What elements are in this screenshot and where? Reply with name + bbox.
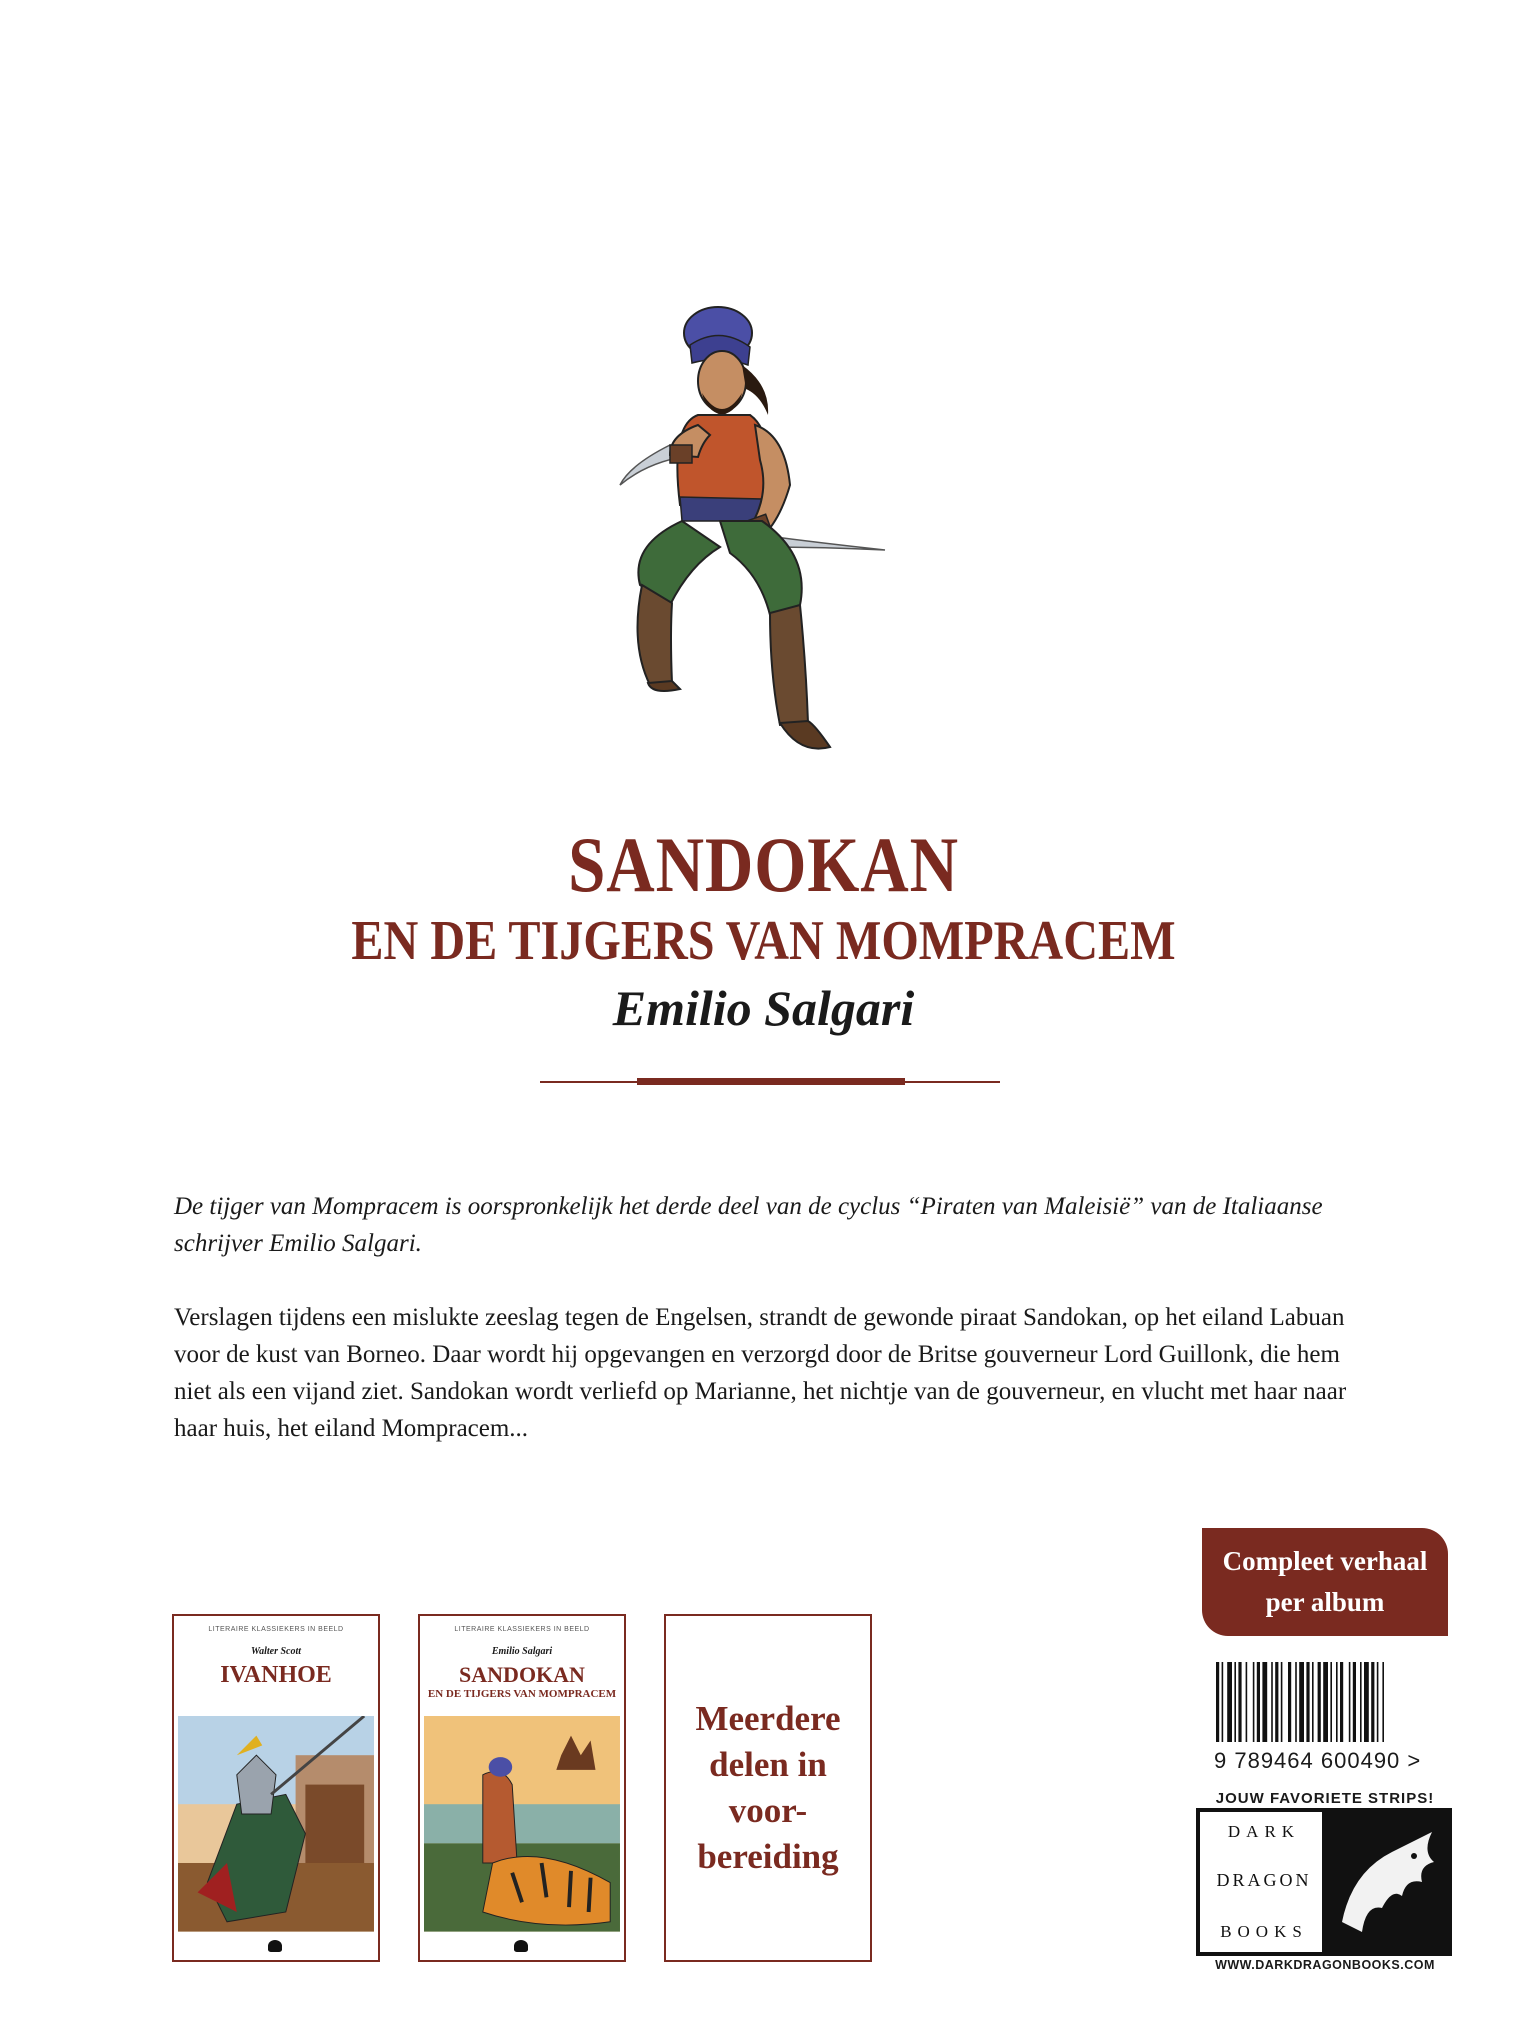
album-title: IVANHOE [220,1662,332,1688]
isbn-number: 9 789464 600490 > [1214,1748,1422,1773]
album-cover-ivanhoe [172,1614,380,1962]
barcode-bar [1353,1662,1356,1742]
more-volumes-line: bereiding [697,1837,839,1876]
description-intro: De tijger van Mompracem is oorspronkelijk het derde deel van de cyclus “Piraten van Maleisië” van de Italiaanse schrijver Emilio Salgari. [174,1193,1323,1257]
barcode-bar [1275,1662,1278,1742]
badge-line: Compleet verhaal [1222,1546,1428,1576]
barcode-bar [1336,1662,1338,1742]
barcode-bar [1382,1662,1384,1742]
barcode-bar [1330,1662,1332,1742]
title-divider [540,1078,1000,1086]
barcode-bar [1323,1662,1328,1742]
barcode-bar [1340,1662,1343,1742]
badge-line: per album [1265,1587,1385,1617]
barcode-bar [1281,1662,1283,1742]
barcode-bar [1238,1662,1241,1742]
album-title: SANDOKAN [459,1662,585,1687]
barcode-bar [1288,1662,1291,1742]
description-body: Verslagen tijdens een mislukte zeeslag tegen de Engelsen, strandt de gewonde piraat Sandokan, op het eiland Labuan voor de kust van Borneo. Daar wordt hij opgevangen en verzorgd door de Britse gouverneur Lord Guillonk, die hem niet als een vijand ziet. Sandokan wordt verliefd op Marianne, het nichtje van de gouverneur, en vlucht met haar naar haar huis, het eiland Mompracem... [174,1304,1347,1442]
publisher-logo-icon [514,1940,528,1952]
barcode-bar [1271,1662,1273,1742]
sandokan-warrior-illustration [610,285,910,765]
barcode-bar [1246,1662,1248,1742]
barcode-bar [1253,1662,1255,1742]
title-block [0,820,1527,1042]
book-author: Emilio Salgari [612,980,915,1036]
more-volumes-line: delen in [709,1745,827,1784]
barcode-bar [1299,1662,1304,1742]
barcode-bar [1262,1662,1267,1742]
more-volumes-line: voor- [728,1791,808,1830]
book-title: SANDOKAN [568,821,959,908]
barcode-bar [1222,1662,1224,1742]
logo-word: DRAGON [1216,1870,1312,1890]
publisher-tagline: JOUW FAVORIETE STRIPS! [1215,1790,1435,1807]
album-series: LITERAIRE KLASSIEKERS IN BEELD [454,1626,590,1633]
description [174,1188,1354,1484]
barcode-bar [1364,1662,1369,1742]
publisher-logo-icon [268,1940,282,1952]
complete-story-badge [1202,1528,1448,1636]
barcode-bar [1257,1662,1260,1742]
album-author: Emilio Salgari [491,1646,553,1657]
album-subtitle: EN DE TIJGERS VAN MOMPRACEM [427,1688,617,1700]
barcode-bar [1295,1662,1297,1742]
publisher-logo [1196,1808,1452,1956]
barcode-bar [1234,1662,1236,1742]
album-cover-sandokan [418,1614,626,1962]
album-series: LITERAIRE KLASSIEKERS IN BEELD [208,1626,344,1633]
logo-word: BOOKS [1220,1922,1308,1941]
logo-word: DARK [1227,1822,1301,1841]
barcode-bar [1318,1662,1321,1742]
album-author: Walter Scott [250,1646,302,1657]
barcode-bar [1360,1662,1362,1742]
tiger-illustration [424,1716,620,1932]
book-subtitle: EN DE TIJGERS VAN MOMPRACEM [351,910,1176,972]
barcode-bar [1349,1662,1351,1742]
more-volumes-line: Meerdere [695,1699,841,1738]
barcode-bar [1306,1662,1309,1742]
barcode-bar [1312,1662,1314,1742]
knight-illustration [178,1716,374,1932]
dragon-icon [1322,1812,1448,1952]
more-volumes-panel [664,1614,872,1962]
barcode-bar [1227,1662,1232,1742]
barcode-bar [1216,1662,1219,1742]
barcode-bar [1377,1662,1379,1742]
barcode-bar [1371,1662,1374,1742]
publisher-website: WWW.DARKDRAGONBOOKS.COM [1215,1958,1435,1972]
